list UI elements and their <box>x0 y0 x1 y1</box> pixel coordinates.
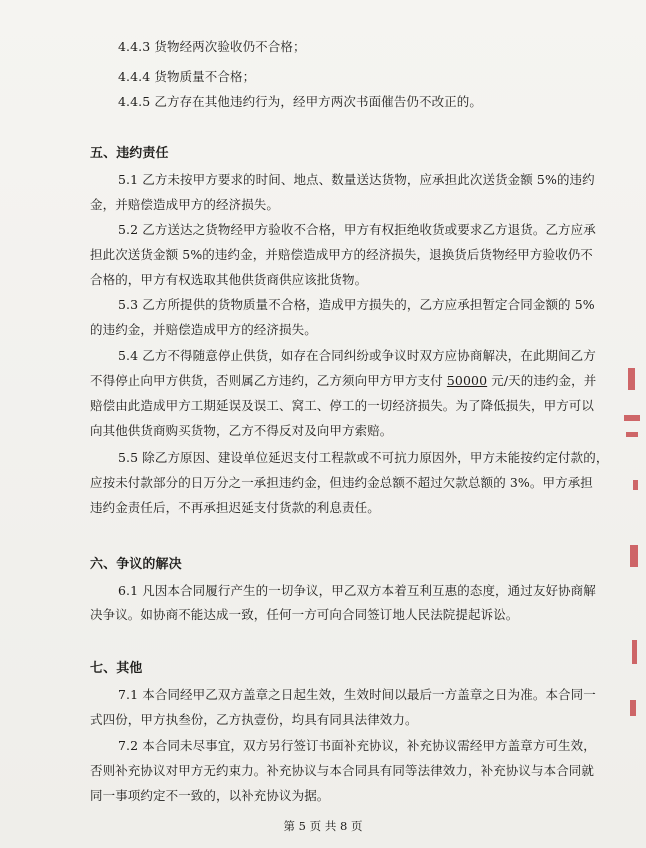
clause-5-4-line-2 <box>90 373 596 389</box>
clause-5-3-line-2: 的违约金，并赔偿造成甲方的经济损失。 <box>90 322 317 337</box>
clause-6-1-line-1: 6.1 凡因本合同履行产生的一切争议，甲乙双方本着互利互惠的态度，通过友好协商解 <box>118 583 596 598</box>
clause-7-1-line-1: 7.1 本合同经甲乙双方盖章之日起生效，生效时间以最后一方盖章之日为准。本合同一 <box>118 687 596 702</box>
clause-7-2-line-3: 同一事项约定不一致的，以补充协议为据。 <box>90 788 330 803</box>
seal-fragment <box>632 640 637 664</box>
seal-fragment <box>624 415 640 421</box>
section-6-heading: 六、争议的解决 <box>90 557 182 572</box>
page-number: 第 5 页 共 8 页 <box>283 819 363 833</box>
clause-5-4-line-2-text-a: 不得停止向甲方供货，否则属乙方违约，乙方须向甲方甲方支付 <box>90 373 447 388</box>
clause-5-1-line-2: 金，并赔偿造成甲方的经济损失。 <box>90 197 280 212</box>
section-7-heading: 七、其他 <box>90 661 143 676</box>
clause-4-4-5: 4.4.5 乙方存在其他违约行为，经甲方两次书面催告仍不改正的。 <box>118 94 482 109</box>
clause-6-1-line-2: 决争议。如协商不能达成一致，任何一方可向合同签订地人民法院提起诉讼。 <box>90 607 519 622</box>
clause-4-4-4: 4.4.4 货物质量不合格； <box>118 69 256 84</box>
clause-5-2-line-3: 合格的，甲方有权选取其他供货商供应该批货物。 <box>90 272 368 287</box>
seal-fragment <box>630 545 638 567</box>
clause-5-2-line-1: 5.2 乙方送达之货物经甲方验收不合格，甲方有权拒绝收货或要求乙方退货。乙方应承 <box>118 222 596 237</box>
clause-7-1-line-2: 式四份，甲方执叁份，乙方执壹份，均具有同具法律效力。 <box>90 712 418 727</box>
clause-7-2-line-1: 7.2 本合同未尽事宜，双方另行签订书面补充协议，补充协议需经甲方盖章方可生效， <box>118 738 596 753</box>
clause-5-2-line-2: 担此次送货金额 5%的违约金，并赔偿造成甲方的经济损失，退换货后货物经甲方验收仍不 <box>90 247 593 262</box>
clause-4-4-3: 4.4.3 货物经两次验收仍不合格； <box>118 39 306 54</box>
seal-fragment <box>628 368 635 390</box>
clause-5-5-line-2: 应按未付款部分的日万分之一承担违约金，但违约金总额不超过欠款总额的 3%。甲方承担 <box>90 475 593 490</box>
clause-5-1-line-1: 5.1 乙方未按甲方要求的时间、地点、数量送达货物，应承担此次送货金额 5%的违约 <box>118 172 595 187</box>
seal-fragment <box>630 700 636 716</box>
penalty-amount: 50000 <box>446 373 488 388</box>
seal-fragment <box>633 480 638 490</box>
clause-5-4-line-3: 赔偿由此造成甲方工期延误及误工、窝工、停工的一切经济损失。为了降低损失，甲方可以 <box>90 398 595 413</box>
clause-5-3-line-1: 5.3 乙方所提供的货物质量不合格，造成甲方损失的，乙方应承担暂定合同金额的 5% <box>118 297 595 312</box>
clause-5-4-line-2-text-b: 元/天的违约金，并 <box>487 373 597 388</box>
clause-5-4-line-4: 向其他供货商购买货物，乙方不得反对及向甲方索赔。 <box>90 423 393 438</box>
clause-5-5-line-3: 违约金责任后，不再承担迟延支付货款的利息责任。 <box>90 500 380 515</box>
clause-5-5-line-1: 5.5 除乙方原因、建设单位延迟支付工程款或不可抗力原因外，甲方未能按约定付款的， <box>118 450 609 465</box>
clause-7-2-line-2: 否则补充协议对甲方无约束力。补充协议与本合同具有同等法律效力，补充协议与本合同就 <box>90 763 595 778</box>
section-5-heading: 五、违约责任 <box>90 146 169 161</box>
seal-fragment <box>626 432 638 437</box>
clause-5-4-line-1: 5.4 乙方不得随意停止供货，如存在合同纠纷或争议时双方应协商解决，在此期间乙方 <box>118 348 596 363</box>
